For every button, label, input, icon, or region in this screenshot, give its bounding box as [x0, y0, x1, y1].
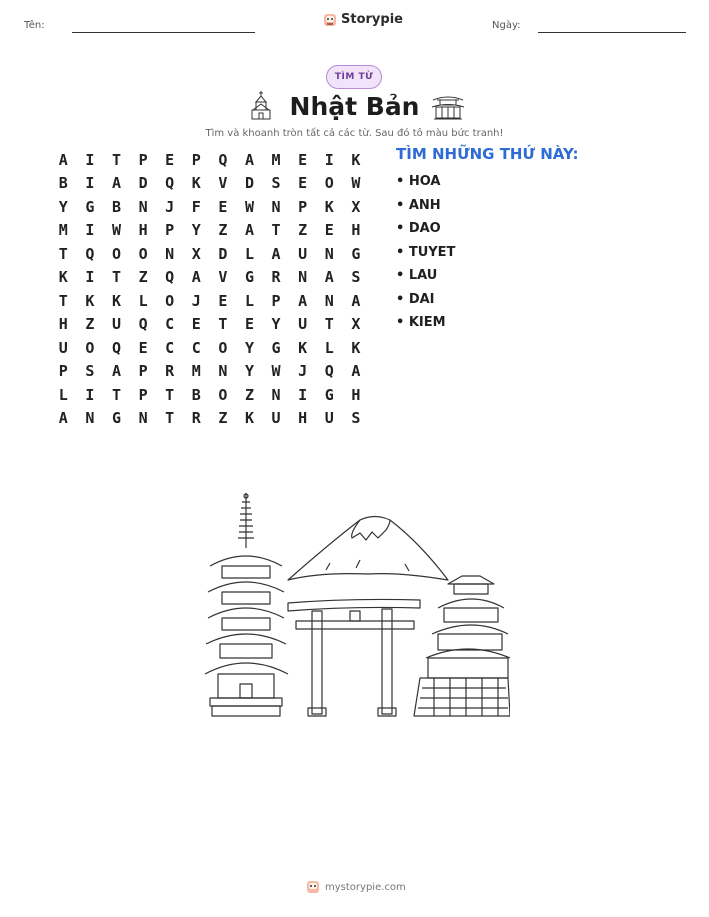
- grid-letter[interactable]: P: [58, 362, 68, 381]
- grid-letter[interactable]: L: [58, 385, 68, 404]
- grid-letter[interactable]: I: [85, 174, 95, 193]
- grid-row: [50, 289, 369, 313]
- grid-letter[interactable]: O: [138, 244, 148, 263]
- grid-letter[interactable]: P: [138, 150, 148, 169]
- grid-letter[interactable]: A: [324, 268, 334, 287]
- grid-letter[interactable]: I: [85, 268, 95, 287]
- grid-letter[interactable]: K: [351, 338, 361, 357]
- grid-letter[interactable]: K: [351, 150, 361, 169]
- grid-letter[interactable]: C: [165, 338, 175, 357]
- grid-letter[interactable]: L: [138, 291, 148, 310]
- grid-letter[interactable]: K: [85, 291, 95, 310]
- grid-letter[interactable]: P: [165, 221, 175, 240]
- grid-letter[interactable]: Q: [138, 315, 148, 334]
- grid-letter[interactable]: V: [218, 174, 228, 193]
- grid-letter[interactable]: Q: [165, 174, 175, 193]
- grid-letter[interactable]: P: [271, 291, 281, 310]
- grid-row: [50, 242, 369, 266]
- name-line[interactable]: [72, 32, 255, 33]
- mascot-icon: [306, 880, 320, 894]
- grid-letter[interactable]: R: [271, 268, 281, 287]
- grid-letter[interactable]: N: [298, 268, 308, 287]
- grid-letter[interactable]: Z: [85, 315, 95, 334]
- word-item: • DAO: [396, 221, 441, 237]
- page-title: Nhật Bản: [289, 92, 420, 121]
- grid-letter[interactable]: A: [351, 291, 361, 310]
- grid-letter[interactable]: A: [351, 362, 361, 381]
- footer: [306, 880, 406, 894]
- grid-letter[interactable]: K: [298, 338, 308, 357]
- grid-letter[interactable]: S: [351, 409, 361, 428]
- grid-letter[interactable]: N: [271, 385, 281, 404]
- grid-letter[interactable]: M: [271, 150, 281, 169]
- castle-illustration: [414, 576, 510, 716]
- grid-letter[interactable]: P: [138, 385, 148, 404]
- grid-letter[interactable]: G: [244, 268, 254, 287]
- grid-letter[interactable]: Y: [244, 362, 254, 381]
- grid-letter[interactable]: H: [58, 315, 68, 334]
- grid-letter[interactable]: O: [324, 174, 334, 193]
- grid-letter[interactable]: A: [271, 244, 281, 263]
- grid-letter[interactable]: K: [58, 268, 68, 287]
- grid-letter[interactable]: A: [111, 174, 121, 193]
- grid-letter[interactable]: Q: [111, 338, 121, 357]
- grid-letter[interactable]: J: [298, 362, 308, 381]
- grid-letter[interactable]: W: [351, 174, 361, 193]
- grid-letter[interactable]: K: [191, 174, 201, 193]
- grid-letter[interactable]: E: [298, 150, 308, 169]
- grid-letter[interactable]: N: [271, 197, 281, 216]
- grid-letter[interactable]: L: [244, 244, 254, 263]
- word-item: • TUYET: [396, 244, 456, 260]
- word-item: • KIEM: [396, 315, 446, 331]
- grid-letter[interactable]: A: [191, 268, 201, 287]
- grid-letter[interactable]: P: [138, 362, 148, 381]
- grid-row: [50, 313, 369, 337]
- grid-letter[interactable]: S: [271, 174, 281, 193]
- japan-landmarks-illustration: [200, 488, 510, 723]
- grid-letter[interactable]: I: [298, 385, 308, 404]
- word-item: • LAU: [396, 268, 438, 284]
- grid-letter[interactable]: T: [58, 291, 68, 310]
- grid-letter[interactable]: J: [191, 291, 201, 310]
- date-line[interactable]: [538, 32, 686, 33]
- grid-letter[interactable]: E: [298, 174, 308, 193]
- mount-fuji-illustration: [288, 517, 448, 581]
- word-item: • DAI: [396, 291, 435, 307]
- grid-letter[interactable]: W: [111, 221, 121, 240]
- grid-letter[interactable]: N: [218, 362, 228, 381]
- grid-letter[interactable]: S: [351, 268, 361, 287]
- grid-letter[interactable]: G: [351, 244, 361, 263]
- grid-letter[interactable]: W: [271, 362, 281, 381]
- grid-letter[interactable]: Z: [298, 221, 308, 240]
- word-search-grid[interactable]: [50, 148, 369, 430]
- grid-letter[interactable]: G: [324, 385, 334, 404]
- mascot-icon: [323, 13, 337, 27]
- name-label: Tên:: [24, 20, 45, 31]
- grid-letter[interactable]: E: [138, 338, 148, 357]
- grid-letter[interactable]: Q: [218, 150, 228, 169]
- pagoda-illustration: [205, 493, 288, 716]
- grid-letter[interactable]: A: [298, 291, 308, 310]
- grid-letter[interactable]: E: [324, 221, 334, 240]
- grid-letter[interactable]: O: [111, 244, 121, 263]
- grid-letter[interactable]: T: [165, 409, 175, 428]
- grid-letter[interactable]: Q: [324, 362, 334, 381]
- grid-row: [50, 195, 369, 219]
- grid-letter[interactable]: O: [218, 338, 228, 357]
- grid-letter[interactable]: H: [298, 409, 308, 428]
- grid-letter[interactable]: Q: [85, 244, 95, 263]
- grid-letter[interactable]: T: [165, 385, 175, 404]
- grid-letter[interactable]: G: [111, 409, 121, 428]
- grid-letter[interactable]: T: [111, 150, 121, 169]
- grid-letter[interactable]: T: [271, 221, 281, 240]
- grid-letter[interactable]: E: [191, 315, 201, 334]
- grid-letter[interactable]: N: [138, 409, 148, 428]
- grid-row: [50, 148, 369, 172]
- grid-letter[interactable]: W: [244, 197, 254, 216]
- grid-row: [50, 360, 369, 384]
- grid-letter[interactable]: L: [324, 338, 334, 357]
- grid-letter[interactable]: N: [85, 409, 95, 428]
- grid-letter[interactable]: B: [111, 197, 121, 216]
- grid-letter[interactable]: U: [324, 409, 334, 428]
- grid-letter[interactable]: C: [165, 315, 175, 334]
- grid-letter[interactable]: S: [85, 362, 95, 381]
- grid-letter[interactable]: H: [138, 221, 148, 240]
- grid-letter[interactable]: E: [218, 291, 228, 310]
- grid-letter[interactable]: I: [85, 385, 95, 404]
- grid-letter[interactable]: A: [111, 362, 121, 381]
- word-list-heading: TÌM NHỮNG THỨ NÀY:: [396, 145, 579, 163]
- grid-letter[interactable]: U: [298, 244, 308, 263]
- grid-letter[interactable]: G: [85, 197, 95, 216]
- grid-row: [50, 407, 369, 431]
- grid-letter[interactable]: X: [351, 197, 361, 216]
- grid-row: [50, 336, 369, 360]
- grid-letter[interactable]: B: [191, 385, 201, 404]
- grid-letter[interactable]: K: [111, 291, 121, 310]
- grid-letter[interactable]: A: [244, 150, 254, 169]
- grid-letter[interactable]: M: [191, 362, 201, 381]
- grid-letter[interactable]: F: [191, 197, 201, 216]
- grid-letter[interactable]: G: [271, 338, 281, 357]
- grid-letter[interactable]: H: [351, 221, 361, 240]
- word-list: [396, 170, 455, 335]
- grid-row: [50, 172, 369, 196]
- grid-letter[interactable]: H: [351, 385, 361, 404]
- grid-letter[interactable]: N: [138, 197, 148, 216]
- grid-letter[interactable]: I: [85, 150, 95, 169]
- grid-letter[interactable]: T: [111, 268, 121, 287]
- grid-letter[interactable]: V: [218, 268, 228, 287]
- grid-letter[interactable]: T: [111, 385, 121, 404]
- grid-letter[interactable]: R: [191, 409, 201, 428]
- grid-letter[interactable]: U: [111, 315, 121, 334]
- logo-text: Storypie: [341, 12, 403, 27]
- grid-letter[interactable]: I: [324, 150, 334, 169]
- grid-letter[interactable]: D: [218, 244, 228, 263]
- grid-letter[interactable]: U: [58, 338, 68, 357]
- grid-letter[interactable]: Y: [191, 221, 201, 240]
- grid-letter[interactable]: Y: [58, 197, 68, 216]
- grid-letter[interactable]: X: [351, 315, 361, 334]
- grid-letter[interactable]: D: [244, 174, 254, 193]
- grid-letter[interactable]: U: [298, 315, 308, 334]
- grid-letter[interactable]: C: [191, 338, 201, 357]
- activity-badge: TÌM TỪ: [326, 65, 382, 89]
- date-label: Ngày:: [492, 20, 521, 31]
- grid-letter[interactable]: Y: [244, 338, 254, 357]
- grid-letter[interactable]: Z: [244, 385, 254, 404]
- grid-letter[interactable]: J: [165, 197, 175, 216]
- torii-gate-illustration: [288, 599, 420, 716]
- word-item: • HOA: [396, 174, 441, 190]
- grid-letter[interactable]: A: [58, 409, 68, 428]
- grid-row: [50, 383, 369, 407]
- grid-letter[interactable]: T: [218, 315, 228, 334]
- grid-letter[interactable]: O: [165, 291, 175, 310]
- grid-letter[interactable]: E: [165, 150, 175, 169]
- grid-row: [50, 266, 369, 290]
- grid-letter[interactable]: L: [244, 291, 254, 310]
- grid-letter[interactable]: A: [244, 221, 254, 240]
- grid-letter[interactable]: X: [191, 244, 201, 263]
- storypie-logo: [323, 12, 403, 27]
- word-item: • ANH: [396, 197, 441, 213]
- instructions: Tìm và khoanh tròn tất cả các từ. Sau đó tô màu bức tranh!: [205, 128, 504, 139]
- grid-letter[interactable]: N: [324, 291, 334, 310]
- grid-letter[interactable]: N: [324, 244, 334, 263]
- grid-letter[interactable]: T: [58, 244, 68, 263]
- grid-letter[interactable]: A: [58, 150, 68, 169]
- grid-letter[interactable]: Z: [218, 221, 228, 240]
- grid-letter[interactable]: O: [218, 385, 228, 404]
- grid-letter[interactable]: E: [218, 197, 228, 216]
- grid-letter[interactable]: O: [85, 338, 95, 357]
- grid-letter[interactable]: Q: [165, 268, 175, 287]
- footer-url[interactable]: mystorypie.com: [325, 881, 406, 893]
- grid-letter[interactable]: M: [58, 221, 68, 240]
- grid-letter[interactable]: P: [191, 150, 201, 169]
- grid-letter[interactable]: E: [244, 315, 254, 334]
- grid-row: [50, 219, 369, 243]
- grid-letter[interactable]: K: [244, 409, 254, 428]
- grid-letter[interactable]: Z: [218, 409, 228, 428]
- grid-letter[interactable]: R: [165, 362, 175, 381]
- grid-letter[interactable]: N: [165, 244, 175, 263]
- grid-letter[interactable]: U: [271, 409, 281, 428]
- grid-letter[interactable]: Z: [138, 268, 148, 287]
- grid-letter[interactable]: D: [138, 174, 148, 193]
- grid-letter[interactable]: I: [85, 221, 95, 240]
- grid-letter[interactable]: K: [324, 197, 334, 216]
- grid-letter[interactable]: P: [298, 197, 308, 216]
- grid-letter[interactable]: B: [58, 174, 68, 193]
- grid-letter[interactable]: T: [324, 315, 334, 334]
- pagoda-icon: [431, 94, 465, 120]
- grid-letter[interactable]: Y: [271, 315, 281, 334]
